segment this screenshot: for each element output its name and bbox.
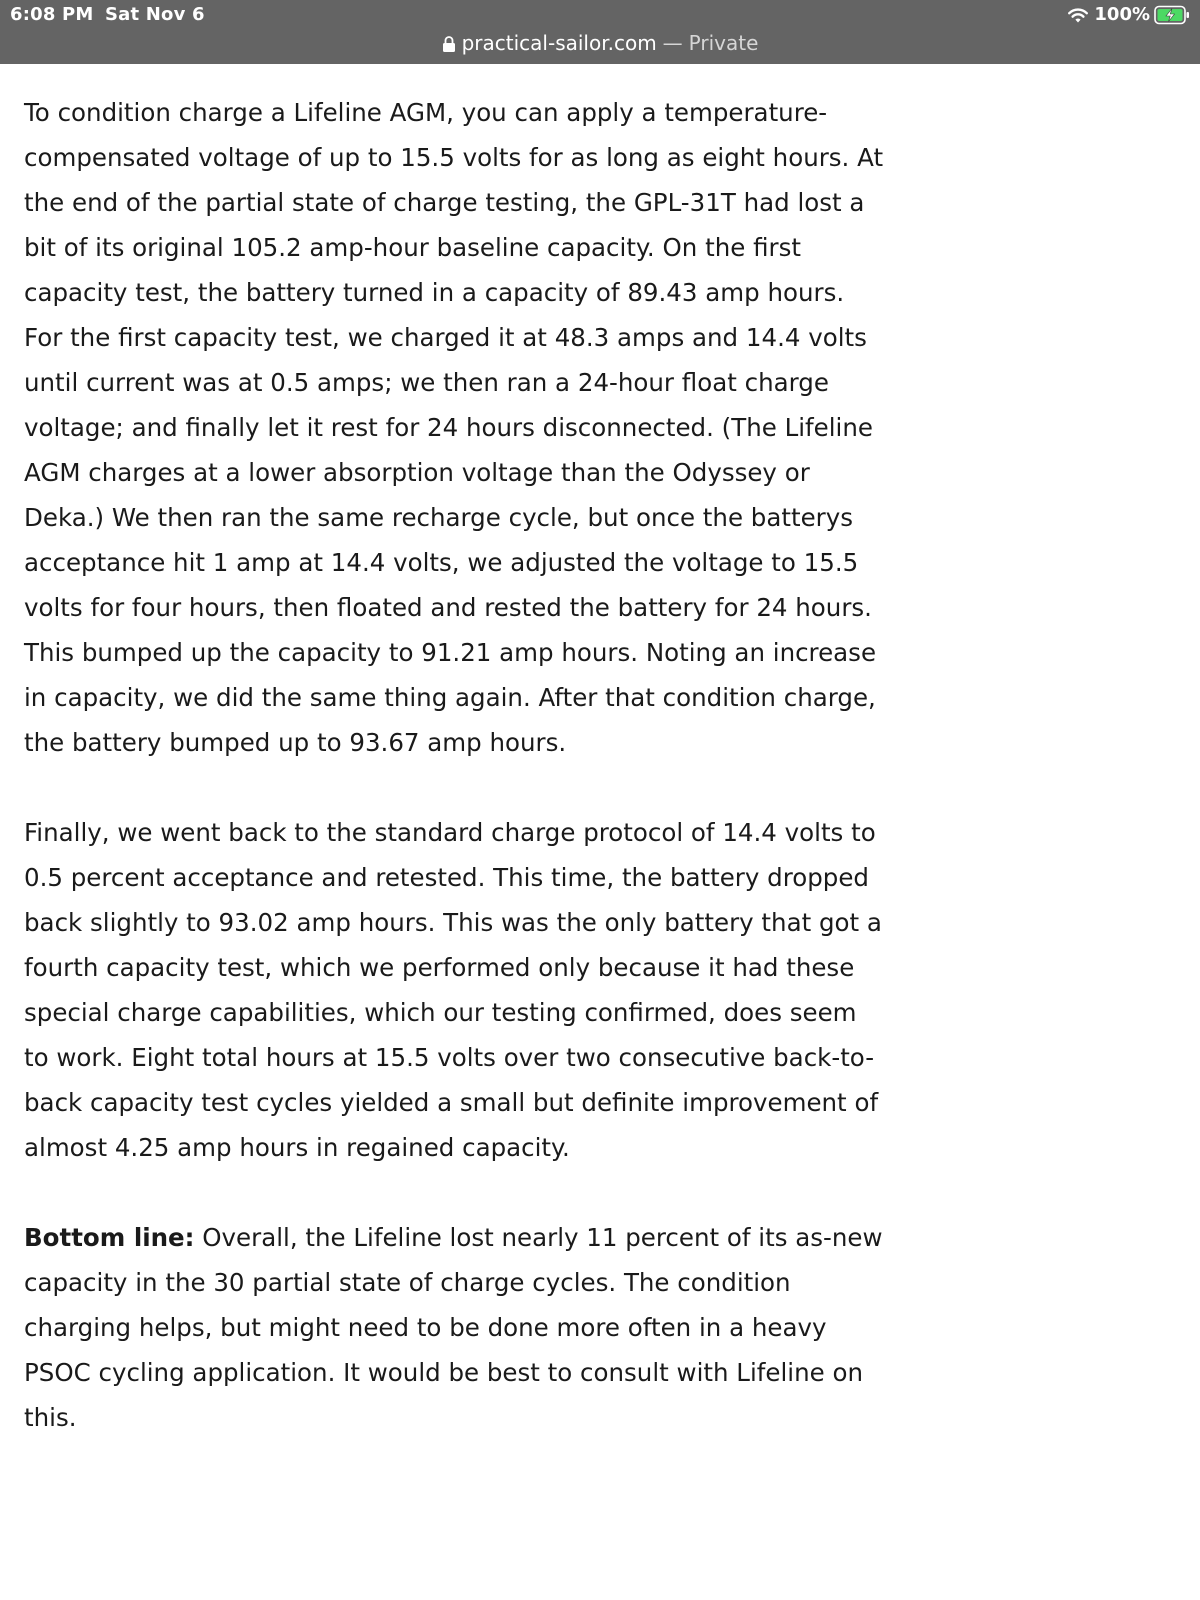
status-date: Sat Nov 6 <box>105 4 205 25</box>
bottom-line-text: Overall, the Lifeline lost nearly 11 percent of its as-new capacity in the 30 partial state of charge cycles. The condition charging helps, but might need to be done more often in a heavy PSOC cycling application. It would be best to consult with Lifeline on this. <box>24 1223 883 1432</box>
battery-percent: 100% <box>1094 4 1150 25</box>
private-mode-label: Private <box>688 31 759 55</box>
url-domain: practical-sailor.com <box>461 31 657 55</box>
status-time: 6:08 PM <box>10 4 94 25</box>
article-body <box>24 90 884 1485</box>
article-bottom-line <box>24 1215 884 1440</box>
url-separator: — <box>662 31 683 55</box>
article-paragraph-2: Finally, we went back to the standard charge protocol of 14.4 volts to 0.5 percent acceptance and retested. This time, the battery dropped back slightly to 93.02 amp hours. This was the only battery that got a fourth capacity test, which we performed only because it had these special charge capabilities, which our testing confirmed, does seem to work. Eight total hours at 15.5 volts over two consecutive back-to-back capacity test cycles yielded a small but definite improvement of almost 4.25 amp hours in regained capacity. <box>24 818 882 1162</box>
browser-top-bar <box>0 0 1200 64</box>
article-paragraph-1: To condition charge a Lifeline AGM, you can apply a temperature-compensated voltage of up to 15.5 volts for as long as eight hours. At the end of the partial state of charge testing, the GPL-31T had lost a bit of its original 105.2 amp-hour baseline capacity. On the first capacity test, the battery turned in a capacity of 89.43 amp hours. For the first capacity test, we charged it at 48.3 amps and 14.4 volts until current was at 0.5 amps; we then ran a 24-hour float charge voltage; and finally let it rest for 24 hours disconnected. (The Lifeline AGM charges at a lower absorption voltage than the Odyssey or Deka.) We then ran the same recharge cycle, but once the batterys acceptance hit 1 amp at 14.4 volts, we adjusted the voltage to 15.5 volts for four hours, then floated and rested the battery for 24 hours. This bumped up the capacity to 91.21 amp hours. Noting an increase in capacity, we did the same thing again. After that condition charge, the battery bumped up to 93.67 amp hours. <box>24 98 884 757</box>
lock-icon <box>442 34 456 52</box>
status-indicators <box>1066 4 1190 25</box>
wifi-icon <box>1066 6 1090 24</box>
bottom-line-label: Bottom line: <box>24 1223 195 1252</box>
status-bar <box>0 0 1200 30</box>
address-bar[interactable] <box>0 28 1200 58</box>
battery-charging-icon <box>1154 5 1190 25</box>
